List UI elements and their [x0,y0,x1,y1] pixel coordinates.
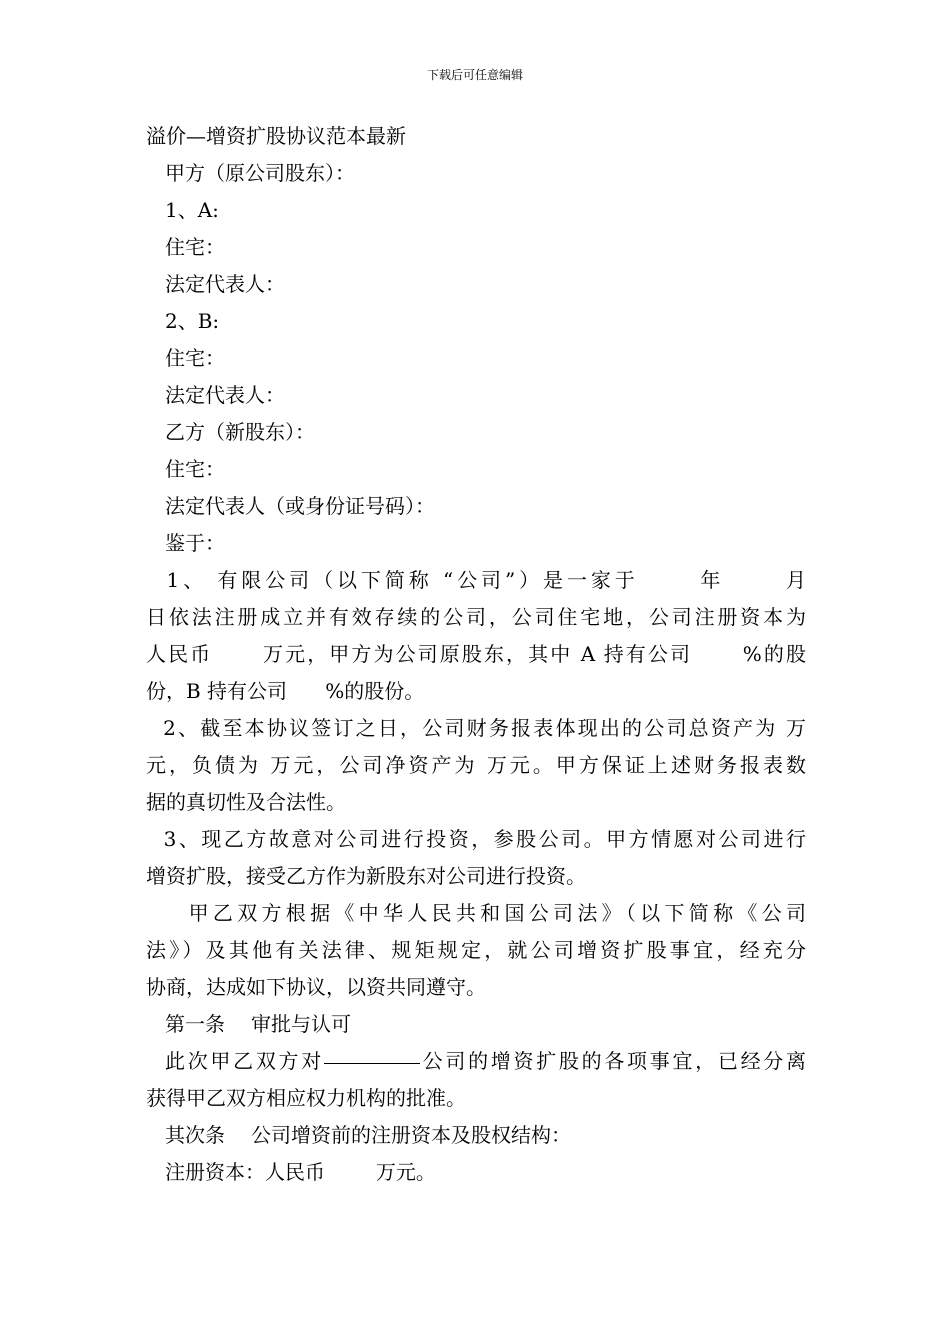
article-number: 第一条 [165,1012,225,1036]
party-b-heading: 乙方（新股东）： [165,420,315,444]
paragraph-line: 法》）及其他有关法律、规矩规定，就公司增资扩股事宜，经充分 [146,938,806,962]
party-a-1-label: 1、A: [165,198,219,222]
article-1-text-post: 公司的增资扩股的各项事宜，已经分离 [419,1049,807,1073]
paragraph-line: 1、 有限公司（以下简称 “公司”）是一家于 年 月 [146,568,806,592]
party-a-2-label: 2、B: [165,309,220,333]
paragraph-line: 2、截至本协议签订之日，公司财务报表体现出的公司总资产为 万 [146,716,806,740]
whereas-item-3 [146,821,806,895]
paragraph-line: 日依法注册成立并有效存续的公司，公司住宅地，公司注册资本为 [146,605,806,629]
party-a-1-representative: 法定代表人： [165,272,285,296]
paragraph-line: 据的真切性及合法性。 [146,790,346,814]
paragraph-line: 协商，达成如下协议，以资共同遵守。 [146,975,486,999]
paragraph-line: 3、现乙方故意对公司进行投资，参股公司。甲方情愿对公司进行 [146,827,806,851]
party-b-representative: 法定代表人（或身份证号码）： [165,494,435,518]
article-1-text-pre: 此次甲乙双方对 [165,1049,324,1073]
article-1-body [146,1043,806,1117]
party-a-1-residence: 住宅： [165,235,225,259]
registered-capital-line: 注册资本：人民币 万元。 [165,1160,436,1184]
paragraph-line: 获得甲乙双方相应权力机构的批准。 [146,1086,466,1110]
article-title: 审批与认可 [251,1012,351,1036]
paragraph-line: 增资扩股，接受乙方作为新股东对公司进行投资。 [146,864,586,888]
article-2-heading [146,1117,806,1154]
paragraph-line: 元，负债为 万元，公司净资产为 万元。甲方保证上述财务报表数 [146,753,806,777]
paragraph-line [146,1043,806,1080]
party-b-residence: 住宅： [165,457,225,481]
header-note: 下载后可任意编辑 [426,68,523,82]
article-title: 公司增资前的注册资本及股权结构： [251,1123,571,1147]
whereas-heading: 鉴于： [165,531,225,555]
party-a-2-representative: 法定代表人： [165,383,285,407]
article-number: 其次条 [165,1123,225,1147]
party-a-2-residence: 住宅： [165,346,225,370]
paragraph-line: 份，B 持有公司 %的股份。 [146,679,425,703]
whereas-item-2 [146,710,806,821]
whereas-item-1 [146,562,806,710]
document-body [146,118,806,1191]
company-name-blank [324,1062,420,1064]
document-title: 溢价—增资扩股协议范本最新 [146,124,406,148]
party-a-heading: 甲方（原公司股东）： [165,161,355,185]
article-1-heading [146,1006,806,1043]
agreement-paragraph [146,895,806,1006]
paragraph-line: 甲乙双方根据《中华人民共和国公司法》（以下简称《公司 [146,901,806,925]
paragraph-line: 人民币 万元，甲方为公司原股东，其中 A 持有公司 %的股 [146,642,806,666]
